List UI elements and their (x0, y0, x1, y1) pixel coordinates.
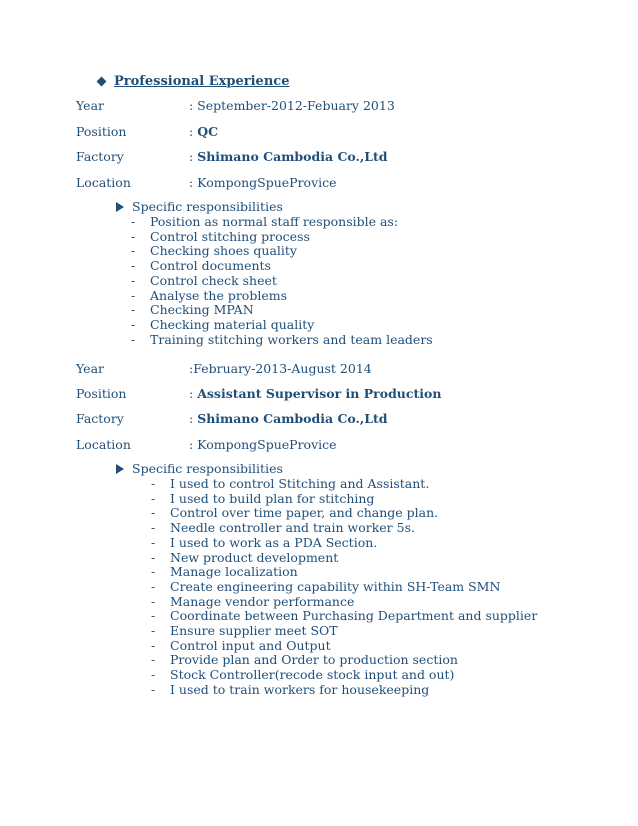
location-label: Location (76, 437, 131, 452)
job1-position-row (76, 124, 218, 140)
dash-bullet: - (131, 258, 136, 274)
dash-bullet: - (131, 287, 136, 303)
list-item: - I used to work as a PDA Section. (151, 534, 378, 550)
dash-bullet: - (151, 476, 156, 491)
list-item: - I used to control Stitching and Assistant. (151, 476, 430, 491)
job2-position-row (76, 386, 441, 402)
dash-bullet: - (151, 593, 156, 609)
dash-bullet: - (151, 534, 156, 550)
year-label: Year (76, 98, 104, 113)
dash-bullet: - (151, 667, 156, 683)
dash-bullet: - (151, 505, 156, 521)
arrow-bullet-icon (116, 464, 124, 474)
factory-label: Factory (76, 411, 124, 426)
responsibilities-title-text: Specific responsibilities (132, 199, 283, 214)
year-label: Year (76, 361, 104, 376)
diamond-bullet-icon (96, 76, 108, 88)
factory-value: Shimano Cambodia Co.,Ltd (197, 149, 388, 164)
list-item: - Ensure supplier meet SOT (151, 623, 338, 639)
list-item: - Checking MPAN (131, 302, 254, 318)
position-prefix: : (189, 124, 198, 139)
job2-location-row (76, 437, 337, 453)
job2-year-row (76, 361, 372, 377)
job2-responsibilities-list (151, 476, 538, 698)
list-item: - Create engineering capability within SH-Team SMN (151, 578, 501, 594)
factory-prefix: : (189, 411, 198, 426)
job1-location-row (76, 175, 337, 191)
year-value: : September-2012-Febuary 2013 (189, 98, 395, 113)
dash-bullet: - (131, 331, 136, 347)
section-heading (96, 74, 289, 89)
dash-bullet: - (131, 272, 136, 288)
location-value: : KompongSpueProvice (189, 175, 337, 190)
dash-bullet: - (151, 490, 156, 506)
job1-year-row (76, 98, 395, 114)
dash-bullet: - (131, 243, 136, 259)
list-item: - Manage vendor performance (151, 593, 355, 609)
dash-bullet: - (151, 549, 156, 565)
dash-bullet: - (131, 228, 136, 244)
list-item: - I used to build plan for stitching (151, 490, 375, 506)
dash-bullet: - (131, 214, 136, 229)
list-item: - Analyse the problems (131, 287, 287, 303)
dash-bullet: - (151, 578, 156, 594)
list-item: - Control documents (131, 258, 271, 274)
position-label: Position (76, 386, 127, 401)
list-item: - Manage localization (151, 564, 298, 580)
dash-bullet: - (151, 623, 156, 639)
dash-bullet: - (151, 564, 156, 580)
list-item: - Checking shoes quality (131, 243, 297, 259)
list-item: - Control over time paper, and change plan. (151, 505, 439, 521)
location-value: : KompongSpueProvice (189, 437, 337, 452)
dash-bullet: - (131, 316, 136, 332)
dash-bullet: - (151, 652, 156, 668)
position-label: Position (76, 124, 127, 139)
location-label: Location (76, 175, 131, 190)
responsibilities-title-text: Specific responsibilities (132, 461, 283, 476)
factory-label: Factory (76, 149, 124, 164)
section-heading-text: Professional Experience (114, 74, 290, 89)
list-item: - Control stitching process (131, 228, 310, 244)
factory-value: Shimano Cambodia Co.,Ltd (197, 411, 388, 426)
dash-bullet: - (131, 302, 136, 318)
list-item: - Position as normal staff responsible as: (131, 214, 399, 229)
list-item: - Checking material quality (131, 316, 315, 332)
list-item: - Control check sheet (131, 272, 277, 288)
dash-bullet: - (151, 608, 156, 624)
list-item: - Training stitching workers and team leaders (131, 331, 433, 347)
factory-prefix: : (189, 149, 198, 164)
job1-responsibilities-list (131, 214, 433, 347)
list-item: - New product development (151, 549, 339, 565)
list-item: - I used to train workers for housekeeping (151, 681, 430, 697)
job1-responsibilities-title (116, 199, 283, 215)
arrow-bullet-icon (116, 202, 124, 212)
dash-bullet: - (151, 637, 156, 653)
dash-bullet: - (151, 520, 156, 536)
year-value: :February-2013-August 2014 (189, 361, 372, 376)
list-item: - Control input and Output (151, 637, 331, 653)
position-value: Assistant Supervisor in Production (197, 386, 442, 401)
job2-responsibilities-title (116, 461, 283, 477)
list-item: - Stock Controller(recode stock input and out) (151, 667, 455, 683)
job1-factory-row (76, 149, 388, 165)
dash-bullet: - (151, 681, 156, 697)
job2-factory-row (76, 411, 388, 427)
list-item: - Coordinate between Purchasing Department and supplier (151, 608, 538, 624)
list-item: - Provide plan and Order to production section (151, 652, 458, 668)
position-value: QC (197, 124, 219, 139)
position-prefix: : (189, 386, 198, 401)
list-item: - Needle controller and train worker 5s. (151, 520, 415, 536)
